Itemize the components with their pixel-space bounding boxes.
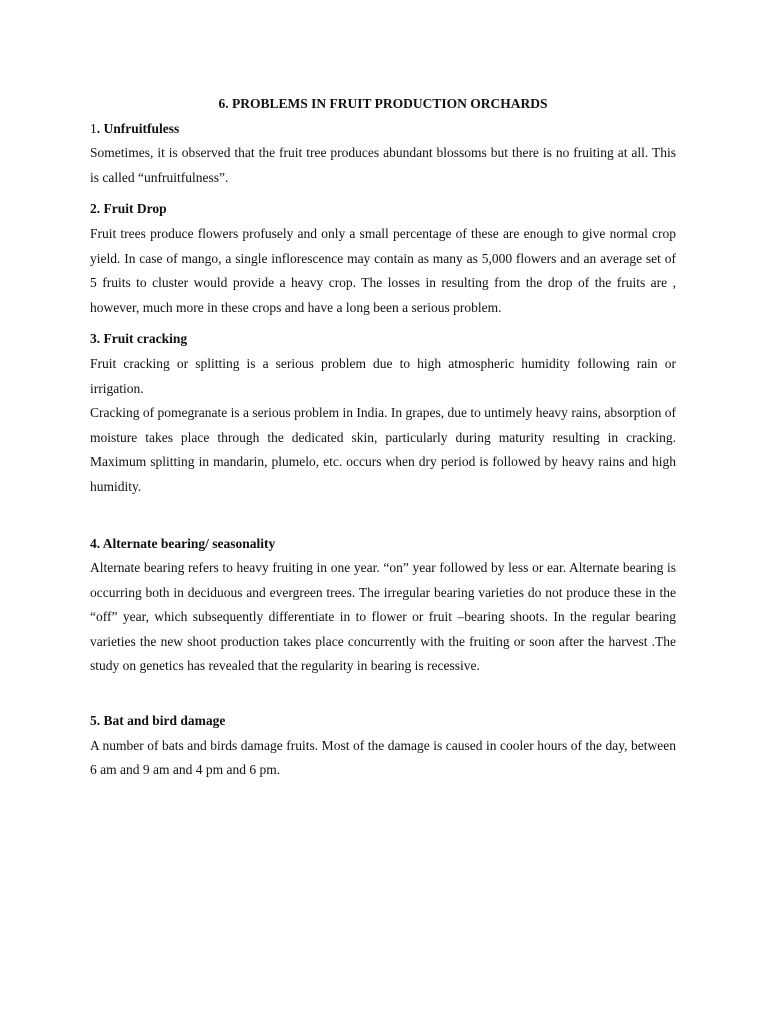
section-paragraph: Cracking of pomegranate is a serious problem in India. In grapes, due to untimely heavy rains, absorption of moisture takes place through the dedicated skin, particularly during maturity resulting in cracking. Maximum splitting in mandarin, plumelo, etc. occurs when dry period is followed by heavy rains and high humidity.: [90, 405, 676, 494]
spacer: [90, 679, 676, 709]
section-paragraph: Sometimes, it is observed that the fruit tree produces abundant blossoms but there is no fruiting at all. This is called “unfruitfulness”.: [90, 145, 676, 185]
section-paragraph: Fruit trees produce flowers profusely and only a small percentage of these are enough to give normal crop yield. In case of mango, a single inflorescence may contain as many as 5,000 flowers and an average set of 5 fruits to cluster would provide a heavy crop. The losses in resulting from the drop of the fruits are , however, much more in these crops and have a long been a serious problem.: [90, 225, 676, 315]
spacer: [90, 190, 676, 197]
section-heading-bat-bird-damage: 5. Bat and bird damage: [90, 713, 226, 729]
section-paragraph: A number of bats and birds damage fruits. Most of the damage is caused in cooler hours of the day, between 6 am and 9 am and 4 pm and 6 pm.: [90, 737, 676, 778]
section-paragraph: Alternate bearing refers to heavy fruiting in one year. “on” year followed by less or ear. Alternate bearing is occurring both in deciduous and evergreen trees. The irregular bearing varieties do not produce these in the “off” year, which subsequently differentiate in to flower or fruit –bearing shoots. In the regular bearing varieties the new shoot production takes place concurrently with the fruiting or soon after the harvest .The study on genetics has revealed that the regularity in bearing is recessive.: [90, 560, 676, 674]
section-heading-fruit-cracking: 3. Fruit cracking: [90, 331, 188, 347]
spacer: [90, 320, 676, 327]
document-body: [90, 92, 676, 783]
document-title: 6. PROBLEMS IN FRUIT PRODUCTION ORCHARDS: [218, 96, 548, 111]
section-heading-fruit-drop: 2. Fruit Drop: [90, 201, 167, 217]
section-number: 1: [90, 120, 97, 136]
section-heading-text: . Unfruitfuless: [96, 120, 180, 136]
section-paragraph: Fruit cracking or splitting is a serious problem due to high atmospheric humidity following rain or irrigation.: [90, 355, 676, 396]
section-heading-unfruitfulness: [90, 117, 676, 142]
spacer: [90, 500, 676, 532]
section-heading-alternate-bearing: 4. Alternate bearing/ seasonality: [90, 535, 276, 551]
